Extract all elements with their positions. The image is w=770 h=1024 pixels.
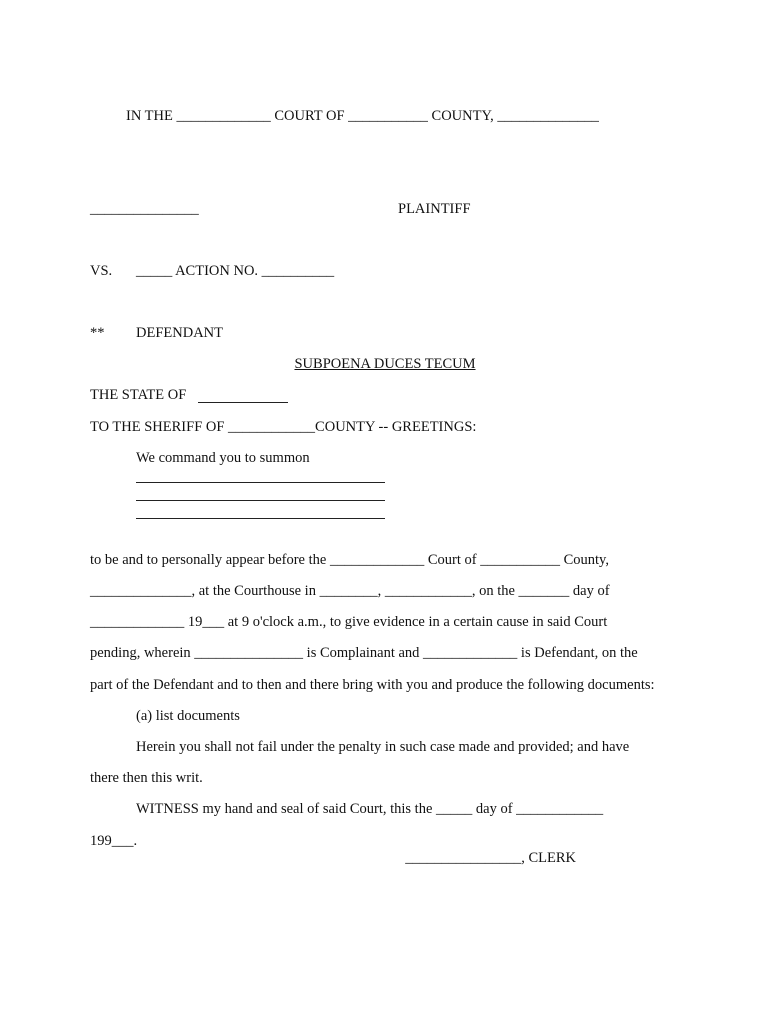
penalty-line-1: Herein you shall not fail under the penalty in such case made and provided; and have (136, 739, 630, 755)
vs-label: VS. (90, 263, 113, 279)
sheriff-greeting-line: TO THE SHERIFF OF ____________COUNTY -- GREETINGS: (90, 419, 477, 435)
command-line: We command you to summon (136, 450, 310, 466)
appearance-line-3: _____________ 19___ at 9 o'clock a.m., to give evidence in a certain cause in said Court (90, 614, 608, 630)
document-title: SUBPOENA DUCES TECUM (294, 356, 476, 372)
appearance-line-5: part of the Defendant and to then and there bring with you and produce the following documents: (90, 677, 655, 693)
year-line: 199___. (90, 833, 138, 849)
defendant-label: DEFENDANT (136, 325, 223, 341)
plaintiff-label: PLAINTIFF (398, 201, 471, 217)
clerk-signature-line: ________________, CLERK (405, 850, 576, 866)
appearance-line-1: to be and to personally appear before the _____________ Court of ___________ County, (90, 552, 609, 568)
defendant-mark: ** (90, 325, 105, 341)
appearance-line-2: ______________, at the Courthouse in ________, ____________, on the _______ day of (90, 583, 610, 599)
court-heading: IN THE _____________ COURT OF ___________ COUNTY, ______________ (126, 108, 599, 124)
state-blank-rule (198, 402, 288, 403)
state-of-line: THE STATE OF (90, 387, 187, 403)
summon-name-rule-2 (136, 500, 385, 501)
documents-list-item: (a) list documents (136, 708, 240, 724)
appearance-line-4: pending, wherein _______________ is Complainant and _____________ is Defendant, on the (90, 645, 638, 661)
summon-name-rule-3 (136, 518, 385, 519)
penalty-line-2: there then this writ. (90, 770, 203, 786)
action-number-line: _____ ACTION NO. __________ (136, 263, 335, 279)
summon-name-rule-1 (136, 482, 385, 483)
witness-line: WITNESS my hand and seal of said Court, this the _____ day of ____________ (136, 801, 604, 817)
plaintiff-blank: _______________ (90, 201, 199, 217)
